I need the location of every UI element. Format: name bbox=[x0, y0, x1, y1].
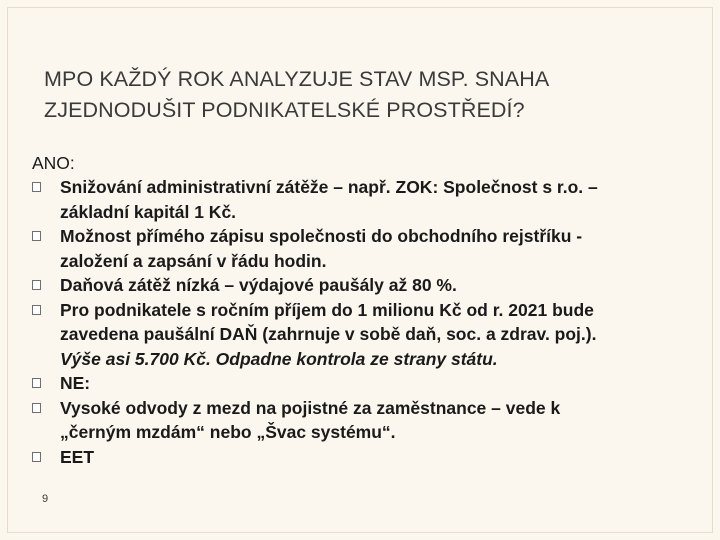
bullet-line: Snižování administrativní zátěže – např. ZOK: Společnost s r.o. – bbox=[60, 177, 598, 197]
bullet-item bbox=[30, 175, 700, 224]
page-number: 9 bbox=[42, 493, 49, 505]
bullet-item bbox=[30, 298, 700, 372]
bullet-line: Pro podnikatele s ročním příjem do 1 milionu Kč od r. 2021 bude bbox=[60, 299, 594, 320]
checkbox-bullet-icon bbox=[32, 182, 41, 192]
intro-label: ANO: bbox=[32, 153, 75, 173]
bullet-item bbox=[30, 396, 700, 445]
bullet-item bbox=[30, 445, 700, 470]
bullet-item bbox=[30, 273, 700, 298]
checkbox-bullet-icon bbox=[32, 452, 41, 462]
slide-frame-top bbox=[7, 7, 713, 8]
bullet-line: založení a zapsání v řádu hodin. bbox=[60, 250, 327, 271]
bullet-line: základní kapitál 1 Kč. bbox=[60, 201, 237, 222]
checkbox-bullet-icon bbox=[32, 280, 41, 290]
bullet-line: Daňová zátěž nízká – výdajové paušály až 80 %. bbox=[60, 275, 457, 295]
bullet-item bbox=[30, 371, 700, 396]
checkbox-bullet-icon bbox=[32, 305, 41, 315]
bullet-line: zavedena paušální DAŇ (zahrnuje v sobě daň, soc. a zdrav. poj.). bbox=[60, 324, 597, 344]
bullet-line: Možnost přímého zápisu společnosti do obchodního rejstříku - bbox=[60, 226, 583, 246]
bullet-item bbox=[30, 224, 700, 273]
slide-frame-right bbox=[712, 7, 713, 533]
slide-frame-bottom bbox=[7, 532, 713, 533]
checkbox-bullet-icon bbox=[32, 403, 41, 413]
bullet-line: EET bbox=[60, 446, 95, 467]
checkbox-bullet-icon bbox=[32, 231, 41, 241]
bullet-line: Vysoké odvody z mezd na pojistné za zaměstnance – vede k bbox=[60, 397, 561, 418]
bullet-line: Výše asi 5.700 Kč. Odpadne kontrola ze strany státu. bbox=[60, 348, 498, 369]
checkbox-bullet-icon bbox=[32, 378, 41, 388]
bullet-line: „černým mzdám“ nebo „Švac systému“. bbox=[60, 422, 396, 442]
bullet-list bbox=[30, 175, 700, 469]
bullet-line: NE: bbox=[60, 373, 91, 393]
slide-title bbox=[44, 64, 684, 126]
slide-content bbox=[30, 151, 700, 469]
slide-frame-left bbox=[7, 7, 8, 533]
title-line: ZJEDNODUŠIT PODNIKATELSKÉ PROSTŘEDÍ? bbox=[44, 98, 525, 122]
title-line: MPO KAŽDÝ ROK ANALYZUJE STAV MSP. SNAHA bbox=[44, 67, 550, 91]
